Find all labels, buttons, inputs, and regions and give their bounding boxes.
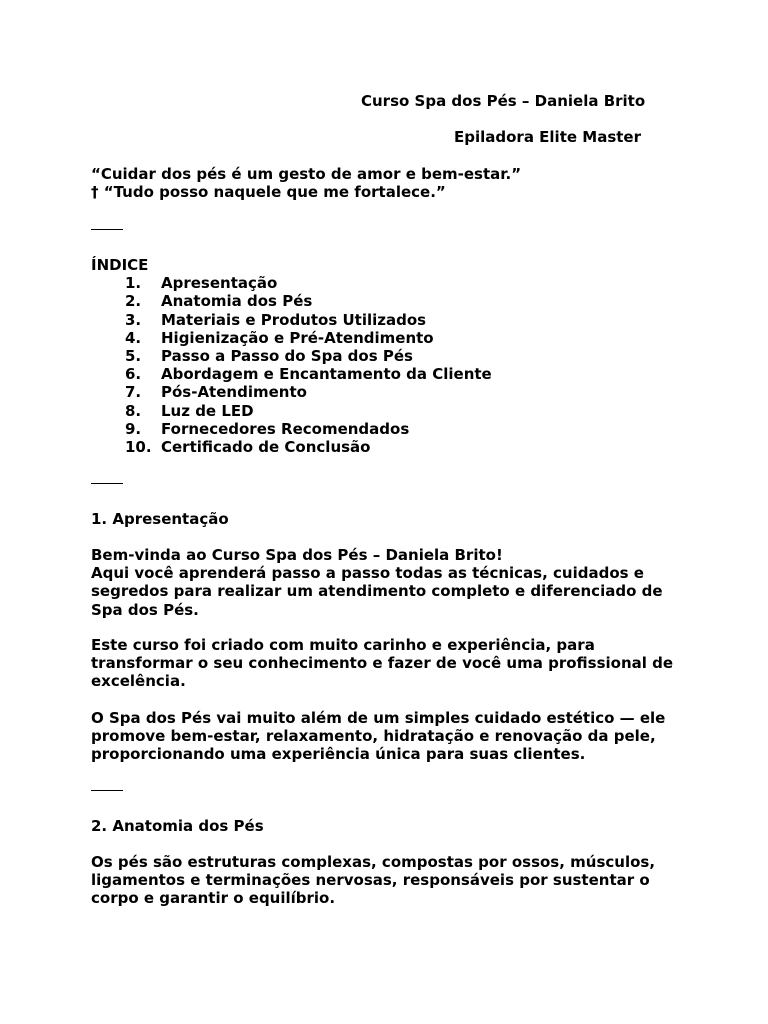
section-1-paragraph xyxy=(91,709,691,764)
divider xyxy=(91,229,123,230)
divider xyxy=(91,483,123,484)
index-item xyxy=(91,402,691,420)
index-item-label: Anatomia dos Pés xyxy=(161,292,313,311)
index-item-number: 3. xyxy=(125,310,142,329)
document-title: Curso Spa dos Pés – Daniela Brito xyxy=(361,92,646,110)
quotes-block xyxy=(91,165,691,201)
index-item-label: Materiais e Produtos Utilizados xyxy=(161,310,427,329)
section-2-paragraph xyxy=(91,853,671,908)
index-item xyxy=(91,383,691,401)
index-item xyxy=(91,329,691,347)
quote-line: † “Tudo posso naquele que me fortalece.” xyxy=(91,183,446,202)
index-heading: ÍNDICE xyxy=(91,256,149,274)
index-item xyxy=(91,274,691,292)
section-1-paragraph xyxy=(91,636,691,691)
index-item-label: Fornecedores Recomendados xyxy=(161,419,410,438)
index-item-number: 8. xyxy=(125,401,142,420)
index-item-label: Certificado de Conclusão xyxy=(161,437,371,456)
index-list xyxy=(91,274,691,456)
index-item xyxy=(91,438,691,456)
section-2-heading: 2. Anatomia dos Pés xyxy=(91,817,264,835)
paragraph-text: O Spa dos Pés vai muito além de um simples cuidado estético — ele promove bem-estar, relaxamento, hidratação e renovação da pele, proporcionando uma experiência única para suas clientes. xyxy=(91,709,666,764)
section-1-paragraph xyxy=(91,546,686,619)
paragraph-text: Os pés são estruturas complexas, compostas por ossos, músculos, ligamentos e terminações nervosas, responsáveis por sustentar o corpo e garantir o equilíbrio. xyxy=(91,853,656,908)
index-item-number: 9. xyxy=(125,419,142,438)
table-of-contents xyxy=(91,256,691,456)
index-item xyxy=(91,365,691,383)
index-item xyxy=(91,311,691,329)
index-item-label: Abordagem e Encantamento da Cliente xyxy=(161,365,492,384)
index-item-number: 10. xyxy=(125,437,152,456)
index-item xyxy=(91,292,691,310)
paragraph-text: Este curso foi criado com muito carinho e experiência, para transformar o seu conhecimento e fazer de você uma profissional de excelência. xyxy=(91,636,674,691)
index-item-number: 5. xyxy=(125,346,142,365)
index-item xyxy=(91,347,691,365)
paragraph-text: Aqui você aprenderá passo a passo todas as técnicas, cuidados e segredos para realizar um atendimento completo e diferenciado de Spa dos Pés. xyxy=(91,564,663,619)
welcome-line: Bem-vinda ao Curso Spa dos Pés – Daniela Brito! xyxy=(91,546,503,564)
index-item-number: 2. xyxy=(125,292,142,311)
divider xyxy=(91,790,123,791)
index-item-label: Passo a Passo do Spa dos Pés xyxy=(161,346,413,365)
quote-line: “Cuidar dos pés é um gesto de amor e bem-estar.” xyxy=(91,165,522,183)
index-item-number: 6. xyxy=(125,365,142,384)
index-item-label: Higienização e Pré-Atendimento xyxy=(161,328,434,347)
document-subtitle: Epiladora Elite Master xyxy=(454,128,641,146)
index-item-number: 1. xyxy=(125,274,142,293)
index-item xyxy=(91,420,691,438)
index-item-label: Pós-Atendimento xyxy=(161,383,307,402)
index-item-label: Apresentação xyxy=(161,274,278,293)
index-item-number: 4. xyxy=(125,328,142,347)
section-1-heading: 1. Apresentação xyxy=(91,510,229,528)
index-item-number: 7. xyxy=(125,383,142,402)
index-item-label: Luz de LED xyxy=(161,401,254,420)
